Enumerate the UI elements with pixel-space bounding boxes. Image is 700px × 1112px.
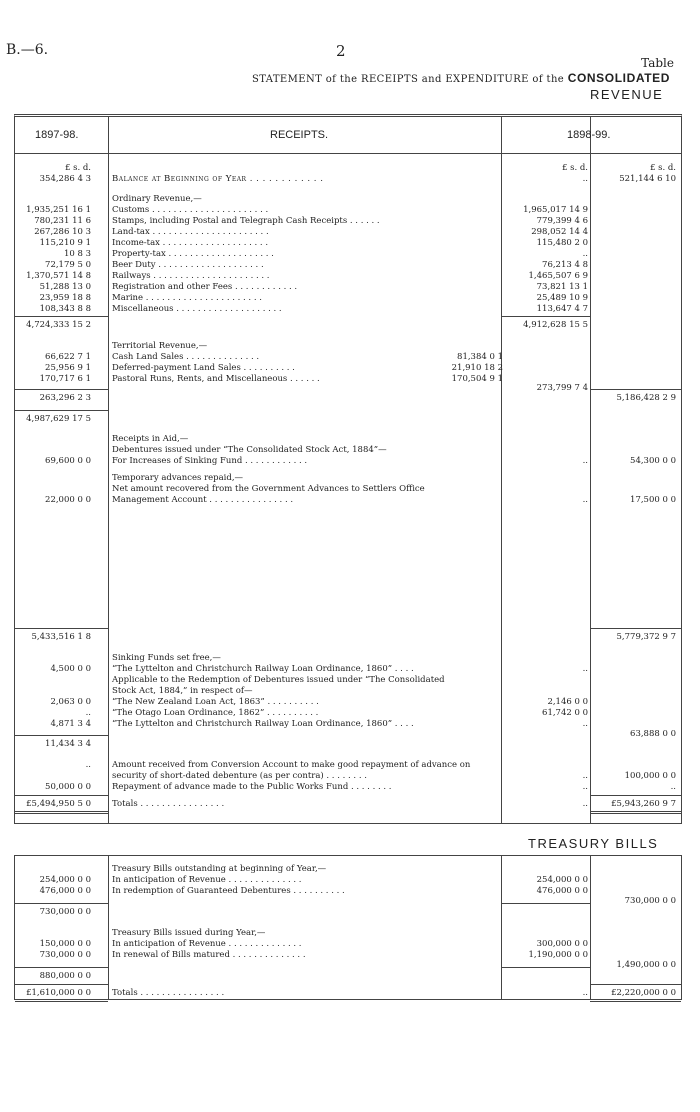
- prior-year-amount: ..: [85, 760, 91, 770]
- table-row: [15, 697, 681, 708]
- statement-prefix: STATEMENT of the RECEIPTS and EXPENDITURE of the: [252, 74, 565, 85]
- header-rule: [15, 153, 681, 154]
- table-row: [15, 864, 681, 875]
- detail-amount: 170,504 9 1: [451, 374, 503, 384]
- item-amount: ..: [582, 174, 588, 184]
- description: Totals . . . . . . . . . . . . . . . .: [112, 988, 225, 998]
- table-row: [15, 320, 681, 331]
- prior-year-amount: £ s. d.: [64, 163, 91, 173]
- total-rule: [590, 999, 681, 1002]
- description: Applicable to the Redemption of Debentures issued under “The Consolidated: [112, 675, 445, 685]
- total-amount: £ s. d.: [649, 163, 676, 173]
- description: Customs . . . . . . . . . . . . . . . . . . . . . .: [112, 205, 269, 215]
- table-row: [15, 260, 681, 271]
- prior-year-amount: 25,956 9 1: [45, 363, 91, 373]
- table-row: [15, 739, 681, 750]
- item-amount: ..: [582, 719, 588, 729]
- table-row: [15, 653, 681, 664]
- item-amount: ..: [582, 249, 588, 259]
- statement-bold: CONSOLIDATED: [567, 71, 671, 85]
- description: Property-tax . . . . . . . . . . . . . . . . . . . .: [112, 249, 274, 259]
- prior-year-amount: 730,000 0 0: [39, 950, 91, 960]
- table-row: [15, 304, 681, 315]
- table-row: [15, 939, 681, 950]
- prior-year-amount: 10 8 3: [63, 249, 91, 259]
- table-row: [15, 194, 681, 205]
- description: Totals . . . . . . . . . . . . . . . .: [112, 799, 225, 809]
- page-number: 2: [336, 42, 346, 60]
- prior-year-amount: 69,600 0 0: [45, 456, 91, 466]
- description: Balance at Beginning of Year . . . . . . . . . . . .: [112, 174, 324, 184]
- item-amount: ..: [582, 771, 588, 781]
- subtotal-rule: [590, 984, 681, 985]
- description: In anticipation of Revenue . . . . . . . . . . . . . .: [112, 939, 302, 949]
- description: Beer Duty . . . . . . . . . . . . . . . . . . . .: [112, 260, 264, 270]
- detail-amount: 81,384 0 1: [457, 352, 503, 362]
- table-row: [15, 434, 681, 445]
- prior-year-amount: 730,000 0 0: [39, 907, 91, 917]
- table-row: [15, 896, 681, 907]
- receipts-header: RECEIPTS.: [270, 129, 329, 141]
- prior-year-amount: 108,343 8 8: [39, 304, 91, 314]
- description: Marine . . . . . . . . . . . . . . . . . . . . . .: [112, 293, 262, 303]
- table-row: [15, 686, 681, 697]
- total-amount: £5,943,260 9 7: [611, 799, 676, 809]
- subtotal-rule: [15, 984, 108, 985]
- description: Ordinary Revenue,—: [112, 194, 202, 204]
- total-amount: 730,000 0 0: [624, 896, 676, 906]
- description: Amount received from Conversion Account to make good repayment of advance on: [112, 760, 471, 770]
- prior-year-amount: 1,370,571 14 8: [26, 271, 91, 281]
- table-row: [15, 632, 681, 643]
- item-amount: ..: [582, 782, 588, 792]
- total-amount: ..: [670, 782, 676, 792]
- total-rule: [590, 811, 681, 814]
- description: security of short-dated debenture (as per contra) . . . . . . . .: [112, 771, 367, 781]
- table-row: [15, 771, 681, 782]
- revenue-heading: REVENUE: [590, 87, 664, 102]
- total-amount: £2,220,000 0 0: [611, 988, 676, 998]
- item-amount: 273,799 7 4: [536, 383, 588, 393]
- prior-year-amount: 51,288 13 0: [39, 282, 91, 292]
- table-row: [15, 484, 681, 495]
- description: Land-tax . . . . . . . . . . . . . . . . . . . . . .: [112, 227, 269, 237]
- prior-year-amount: 354,286 4 3: [39, 174, 91, 184]
- description: Treasury Bills issued during Year,—: [112, 928, 266, 938]
- total-amount: 5,779,372 9 7: [616, 632, 676, 642]
- subtotal-rule: [501, 316, 590, 317]
- item-amount: 113,647 4 7: [536, 304, 588, 314]
- subtotal-rule: [15, 628, 108, 629]
- prior-year-amount: 476,000 0 0: [39, 886, 91, 896]
- prior-year-amount: 5,433,516 1 8: [31, 632, 91, 642]
- description: “The New Zealand Loan Act, 1863” . . . . . . . . . .: [112, 697, 319, 707]
- table-row: [15, 174, 681, 185]
- prior-year-amount: 2,063 0 0: [50, 697, 91, 707]
- prior-year-amount: ..: [85, 708, 91, 718]
- subtotal-rule: [15, 795, 108, 796]
- prior-year-amount: 23,959 18 8: [39, 293, 91, 303]
- description: Repayment of advance made to the Public Works Fund . . . . . . . .: [112, 782, 392, 792]
- table-row: [15, 675, 681, 686]
- statement-title: [252, 71, 670, 85]
- item-amount: 300,000 0 0: [536, 939, 588, 949]
- table-row: [15, 782, 681, 793]
- table-row: [15, 238, 681, 249]
- subtotal-rule: [590, 628, 681, 629]
- item-amount: ..: [582, 988, 588, 998]
- item-amount: 73,821 13 1: [536, 282, 588, 292]
- prior-year-amount: 780,231 11 6: [34, 216, 91, 226]
- item-amount: 1,190,000 0 0: [528, 950, 588, 960]
- subtotal-rule: [590, 795, 681, 796]
- total-amount: 100,000 0 0: [624, 771, 676, 781]
- table-row: [15, 760, 681, 771]
- description: Miscellaneous . . . . . . . . . . . . . . . . . . . .: [112, 304, 282, 314]
- total-amount: 521,144 6 10: [619, 174, 676, 184]
- item-amount: 1,465,507 6 9: [528, 271, 588, 281]
- table-row: [15, 875, 681, 886]
- prior-year-amount: 4,724,333 15 2: [26, 320, 91, 330]
- total-amount: 1,490,000 0 0: [616, 960, 676, 970]
- total-rule: [15, 999, 108, 1002]
- item-amount: 1,965,017 14 9: [523, 205, 588, 215]
- prior-year-amount: 4,500 0 0: [50, 664, 91, 674]
- table-row: [15, 341, 681, 352]
- item-amount: 61,742 0 0: [542, 708, 588, 718]
- prior-year-amount: 72,179 5 0: [45, 260, 91, 270]
- item-amount: 115,480 2 0: [536, 238, 588, 248]
- table-row: [15, 664, 681, 675]
- table-row: [15, 227, 681, 238]
- description: Territorial Revenue,—: [112, 341, 208, 351]
- description: Pastoral Runs, Rents, and Miscellaneous . . . . . .: [112, 374, 320, 384]
- description: “The Otago Loan Ordinance, 1862” . . . . . . . . . .: [112, 708, 319, 718]
- table-row: [15, 907, 681, 918]
- description: In anticipation of Revenue . . . . . . . . . . . . . .: [112, 875, 302, 885]
- description: Deferred-payment Land Sales . . . . . . . . . .: [112, 363, 295, 373]
- table-row: [15, 352, 681, 363]
- description: Railways . . . . . . . . . . . . . . . . . . . . . .: [112, 271, 270, 281]
- item-amount: 254,000 0 0: [536, 875, 588, 885]
- table-row: [15, 928, 681, 939]
- description: Debentures issued under “The Consolidated Stock Act, 1884”—: [112, 445, 387, 455]
- description: Cash Land Sales . . . . . . . . . . . . . .: [112, 352, 260, 362]
- prior-year-amount: 267,286 10 3: [34, 227, 91, 237]
- item-amount: 779,399 4 6: [536, 216, 588, 226]
- document-reference: B.—6.: [6, 42, 49, 58]
- total-amount: 63,888 0 0: [630, 729, 676, 739]
- description: In renewal of Bills matured . . . . . . . . . . . . . .: [112, 950, 306, 960]
- receipts-table: [14, 114, 682, 824]
- right-year-header: 1898-99.: [567, 129, 611, 141]
- prior-year-amount: £5,494,950 5 0: [26, 799, 91, 809]
- prior-year-amount: 150,000 0 0: [39, 939, 91, 949]
- treasury-bills-heading: TREASURY BILLS: [528, 836, 659, 851]
- description: Treasury Bills outstanding at beginning of Year,—: [112, 864, 327, 874]
- description: Net amount recovered from the Government Advances to Settlers Office: [112, 484, 425, 494]
- item-amount: 25,489 10 9: [536, 293, 588, 303]
- table-row: [15, 363, 681, 374]
- table-row: [15, 282, 681, 293]
- item-amount: ..: [582, 495, 588, 505]
- description: Management Account . . . . . . . . . . . . . . . .: [112, 495, 294, 505]
- prior-year-amount: 22,000 0 0: [45, 495, 91, 505]
- table-row: [15, 163, 681, 174]
- prior-year-amount: 4,987,629 17 5: [26, 414, 91, 424]
- item-amount: ..: [582, 456, 588, 466]
- subtotal-rule: [15, 316, 108, 317]
- table-row: [15, 414, 681, 425]
- description: Registration and other Fees . . . . . . . . . . . .: [112, 282, 298, 292]
- prior-year-amount: 1,935,251 16 1: [26, 205, 91, 215]
- description: For Increases of Sinking Fund . . . . . . . . . . . .: [112, 456, 308, 466]
- item-amount: ..: [582, 664, 588, 674]
- table-row: [15, 216, 681, 227]
- left-year-header: 1897-98.: [35, 129, 79, 141]
- description: “The Lyttelton and Christchurch Railway Loan Ordinance, 1860” . . . .: [112, 719, 414, 729]
- table-row: [15, 205, 681, 216]
- item-amount: £ s. d.: [561, 163, 588, 173]
- prior-year-amount: 66,622 7 1: [45, 352, 91, 362]
- table-row: [15, 495, 681, 506]
- total-amount: 5,186,428 2 9: [616, 393, 676, 403]
- table-row: [15, 708, 681, 719]
- prior-year-amount: 880,000 0 0: [39, 971, 91, 981]
- prior-year-amount: 11,434 3 4: [45, 739, 91, 749]
- item-amount: 2,146 0 0: [547, 697, 588, 707]
- table-row: [15, 988, 681, 999]
- prior-year-amount: 263,296 2 3: [39, 393, 91, 403]
- prior-year-amount: £1,610,000 0 0: [26, 988, 91, 998]
- description: In redemption of Guaranteed Debentures . . . . . . . . . .: [112, 886, 345, 896]
- total-amount: 17,500 0 0: [630, 495, 676, 505]
- table-row: [15, 473, 681, 484]
- table-row: [15, 393, 681, 404]
- prior-year-amount: 4,871 3 4: [50, 719, 91, 729]
- description: Income-tax . . . . . . . . . . . . . . . . . . . .: [112, 238, 269, 248]
- table-row: [15, 971, 681, 982]
- detail-amount: 21,910 18 2: [451, 363, 503, 373]
- table-row: [15, 249, 681, 260]
- prior-year-amount: 170,717 6 1: [39, 374, 91, 384]
- description: Stock Act, 1884,” in respect of—: [112, 686, 253, 696]
- item-amount: 476,000 0 0: [536, 886, 588, 896]
- description: Stamps, including Postal and Telegraph Cash Receipts . . . . . .: [112, 216, 380, 226]
- total-rule: [15, 811, 108, 814]
- table-row: [15, 271, 681, 282]
- total-amount: 54,300 0 0: [630, 456, 676, 466]
- description: Temporary advances repaid,—: [112, 473, 244, 483]
- description: Receipts in Aid,—: [112, 434, 189, 444]
- table-row: [15, 293, 681, 304]
- item-amount: 4,912,628 15 5: [523, 320, 588, 330]
- subtotal-rule: [15, 410, 108, 411]
- item-amount: 298,052 14 4: [531, 227, 588, 237]
- table-row: [15, 799, 681, 810]
- table-row: [15, 456, 681, 467]
- description: Sinking Funds set free,—: [112, 653, 221, 663]
- prior-year-amount: 115,210 9 1: [39, 238, 91, 248]
- prior-year-amount: 254,000 0 0: [39, 875, 91, 885]
- table-row: [15, 960, 681, 971]
- prior-year-amount: 50,000 0 0: [45, 782, 91, 792]
- description: “The Lyttelton and Christchurch Railway Loan Ordinance, 1860” . . . .: [112, 664, 414, 674]
- table-row: [15, 445, 681, 456]
- treasury-bills-table: [14, 855, 682, 1000]
- table-label: Table: [641, 56, 674, 70]
- item-amount: ..: [582, 799, 588, 809]
- item-amount: 76,213 4 8: [542, 260, 588, 270]
